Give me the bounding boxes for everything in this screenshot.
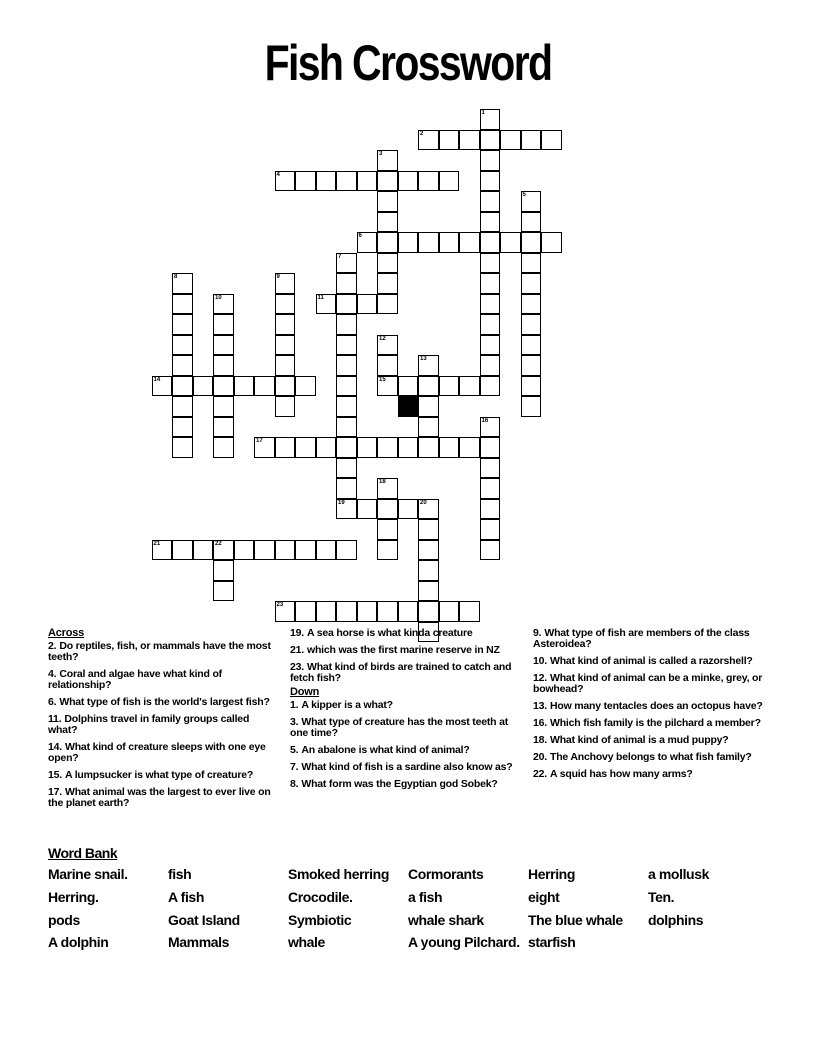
crossword-cell[interactable] (521, 232, 542, 253)
clue-number: 1 (481, 110, 485, 116)
clue-number: 9 (276, 274, 280, 280)
clue-number: 3 (379, 151, 383, 157)
crossword-cell[interactable] (521, 396, 542, 417)
crossword-cell[interactable] (336, 499, 357, 520)
crossword-cell[interactable] (336, 458, 357, 479)
crossword-cell[interactable] (377, 519, 398, 540)
crossword-cell[interactable] (336, 294, 357, 315)
clue-down-7 (290, 762, 515, 773)
clue-text: A sea horse is what kinda creature (307, 627, 473, 639)
crossword-cell[interactable] (418, 355, 439, 376)
clue-text: A lumpsucker is what type of creature? (65, 769, 254, 781)
crossword-cell[interactable] (459, 130, 480, 151)
crossword-cell[interactable] (480, 294, 501, 315)
clue-number-label: 15. (48, 769, 62, 781)
clue-number: 17 (256, 438, 263, 444)
crossword-cell[interactable] (418, 417, 439, 438)
crossword-cell[interactable] (480, 109, 501, 130)
crossword-cell[interactable] (398, 171, 419, 192)
clue-number-label: 7. (290, 761, 299, 773)
clue-across-2 (48, 641, 278, 663)
clue-number: 21 (153, 540, 161, 547)
clue-number-label: 5. (290, 744, 299, 756)
crossword-cell[interactable] (439, 376, 460, 397)
crossword-cell[interactable] (480, 355, 501, 376)
clue-across-21 (290, 645, 515, 656)
clue-number-label: 17. (48, 786, 62, 798)
crossword-cell[interactable] (418, 171, 439, 192)
clue-down-20 (533, 752, 763, 763)
word-bank-item: A fish (168, 889, 204, 905)
clue-number-label: 10. (533, 655, 547, 667)
crossword-cell[interactable] (336, 273, 357, 294)
crossword-cell[interactable] (357, 232, 378, 253)
clue-number: 20 (420, 499, 427, 506)
crossword-cell[interactable] (275, 437, 296, 458)
crossword-cell[interactable] (418, 560, 439, 581)
crossword-cell[interactable] (418, 601, 439, 622)
crossword-cell[interactable] (398, 232, 419, 253)
crossword-cell[interactable] (459, 232, 480, 253)
crossword-cell[interactable] (336, 253, 357, 274)
crossword-cell[interactable] (336, 540, 357, 561)
crossword-cell[interactable] (234, 540, 255, 561)
crossword-cell[interactable] (398, 499, 419, 520)
clue-number-label: 23. (290, 661, 304, 673)
crossword-cell[interactable] (459, 601, 480, 622)
word-bank-item: Marine snail. (48, 866, 128, 882)
crossword-cell[interactable] (213, 355, 234, 376)
crossword-cell[interactable] (459, 376, 480, 397)
crossword-cell[interactable] (254, 376, 275, 397)
crossword-cell[interactable] (377, 273, 398, 294)
clue-number-label: 20. (533, 751, 547, 763)
word-bank-item: A young Pilchard. (408, 934, 520, 950)
crossword-cell[interactable] (316, 437, 337, 458)
clue-number: 15 (379, 376, 386, 383)
crossword-cell[interactable] (377, 212, 398, 233)
crossword-cell[interactable] (316, 294, 337, 315)
word-bank-item: Mammals (168, 934, 230, 950)
word-bank-item: Herring. (48, 889, 99, 905)
crossword-cell[interactable] (480, 130, 501, 151)
crossword-cell[interactable] (316, 540, 337, 561)
clue-number: 7 (338, 253, 342, 260)
clue-number-label: 22. (533, 768, 547, 780)
crossword-cell[interactable] (377, 478, 398, 499)
clue-text: What kind of birds are trained to catch and fetch fish? (290, 661, 512, 684)
crossword-cell[interactable] (172, 273, 193, 294)
clue-number-label: 1. (290, 699, 299, 711)
word-bank-item: a fish (408, 889, 443, 905)
crossword-cell[interactable] (377, 253, 398, 274)
crossword-cell[interactable] (275, 376, 296, 397)
crossword-cell[interactable] (193, 376, 214, 397)
crossword-cell[interactable] (213, 417, 234, 438)
crossword-cell[interactable] (398, 437, 419, 458)
word-bank-item: Cormorants (408, 866, 484, 882)
crossword-cell[interactable] (275, 540, 296, 561)
crossword-cell[interactable] (521, 355, 542, 376)
crossword-cell[interactable] (172, 540, 193, 561)
crossword-cell[interactable] (521, 314, 542, 335)
crossword-cell[interactable] (172, 355, 193, 376)
crossword-cell[interactable] (480, 335, 501, 356)
clue-number: 2 (420, 130, 424, 137)
crossword-cell[interactable] (172, 396, 193, 417)
crossword-cell[interactable] (254, 437, 275, 458)
crossword-cell[interactable] (152, 376, 173, 397)
clue-text: A squid has how many arms? (550, 768, 693, 780)
down-heading: Down (290, 686, 320, 698)
crossword-cell[interactable] (213, 437, 234, 458)
clue-text: Coral and algae have what kind of relationship? (48, 668, 222, 691)
crossword-cell[interactable] (418, 519, 439, 540)
clue-number: 22 (215, 540, 222, 547)
crossword-cell[interactable] (152, 540, 173, 561)
crossword-cell[interactable] (480, 253, 501, 274)
crossword-cell[interactable] (295, 376, 316, 397)
clue-down-16 (533, 718, 763, 729)
crossword-cell[interactable] (521, 191, 542, 212)
crossword-cell[interactable] (336, 335, 357, 356)
crossword-cell[interactable] (377, 540, 398, 561)
crossword-cell[interactable] (172, 314, 193, 335)
clue-across-23 (290, 662, 515, 684)
clue-text: What form was the Egyptian god Sobek? (301, 778, 498, 790)
crossword-cell[interactable] (480, 314, 501, 335)
word-bank-item: A dolphin (48, 934, 109, 950)
across-heading: Across (48, 627, 85, 639)
crossword-cell[interactable] (172, 376, 193, 397)
crossword-cell[interactable] (254, 540, 275, 561)
clue-text: The Anchovy belongs to what fish family? (550, 751, 752, 763)
crossword-cell[interactable] (357, 294, 378, 315)
clue-down-9 (533, 628, 763, 650)
clue-across-4 (48, 669, 278, 691)
crossword-cell[interactable] (521, 335, 542, 356)
crossword-cell[interactable] (418, 581, 439, 602)
word-bank-item: dolphins (648, 912, 704, 928)
crossword-cell[interactable] (377, 355, 398, 376)
clue-text: which was the first marine reserve in NZ (307, 644, 500, 656)
crossword-cell[interactable] (377, 601, 398, 622)
crossword-cell[interactable] (480, 150, 501, 171)
crossword-cell[interactable] (480, 376, 501, 397)
clue-number-label: 3. (290, 716, 299, 728)
clue-text: What type of fish are members of the class Asteroidea? (533, 627, 750, 650)
clues-column-1 (48, 628, 278, 815)
crossword-cell[interactable] (459, 437, 480, 458)
clue-number: 4 (276, 171, 280, 178)
crossword-cell[interactable] (213, 376, 234, 397)
crossword-cell[interactable] (480, 458, 501, 479)
clue-text: What kind of animal is a mud puppy? (550, 734, 729, 746)
clue-across-19 (290, 628, 515, 639)
crossword-cell[interactable] (480, 540, 501, 561)
clues-column-3 (533, 628, 763, 786)
clue-down-3 (290, 717, 515, 739)
crossword-cell[interactable] (275, 273, 296, 294)
clue-down-8 (290, 779, 515, 790)
clue-text: What type of creature has the most teeth at one time? (290, 716, 509, 739)
word-bank-item: Ten. (648, 889, 675, 905)
crossword-cell[interactable] (480, 273, 501, 294)
crossword-cell[interactable] (480, 212, 501, 233)
clue-down-13 (533, 701, 763, 712)
crossword-cell[interactable] (377, 335, 398, 356)
word-bank-item: pods (48, 912, 80, 928)
clue-across-11 (48, 714, 278, 736)
crossword-cell[interactable] (439, 232, 460, 253)
clue-text: A kipper is a what? (301, 699, 393, 711)
word-bank-item: whale shark (408, 912, 484, 928)
crossword-cell[interactable] (336, 355, 357, 376)
crossword-cell[interactable] (521, 273, 542, 294)
crossword-cell[interactable] (295, 540, 316, 561)
crossword-cell[interactable] (418, 376, 439, 397)
crossword-cell[interactable] (275, 314, 296, 335)
clue-down-10 (533, 656, 763, 667)
clue-text: What type of fish is the world's largest fish? (59, 696, 270, 708)
black-cell (398, 396, 419, 417)
clue-number-label: 14. (48, 741, 62, 753)
crossword-cell[interactable] (377, 232, 398, 253)
crossword-cell[interactable] (480, 171, 501, 192)
clue-number: 6 (358, 233, 362, 239)
clue-number-label: 16. (533, 717, 547, 729)
clue-text: Do reptiles, fish, or mammals have the most teeth? (48, 640, 271, 663)
crossword-cell[interactable] (377, 499, 398, 520)
crossword-cell[interactable] (275, 294, 296, 315)
crossword-cell[interactable] (213, 581, 234, 602)
crossword-cell[interactable] (439, 437, 460, 458)
clue-across-6 (48, 697, 278, 708)
crossword-cell[interactable] (275, 396, 296, 417)
crossword-cell[interactable] (357, 601, 378, 622)
crossword-cell[interactable] (500, 232, 521, 253)
crossword-cell[interactable] (336, 314, 357, 335)
crossword-cell[interactable] (377, 171, 398, 192)
clue-number: 14 (153, 376, 161, 383)
clue-number-label: 18. (533, 734, 547, 746)
crossword-cell[interactable] (439, 130, 460, 151)
crossword-cell[interactable] (336, 417, 357, 438)
crossword-cell[interactable] (418, 540, 439, 561)
clue-text: Which fish family is the pilchard a member? (550, 717, 761, 729)
clue-down-18 (533, 735, 763, 746)
crossword-cell[interactable] (295, 171, 316, 192)
clue-down-5 (290, 745, 515, 756)
crossword-cell[interactable] (172, 437, 193, 458)
page-title: Fish Crossword (264, 35, 552, 91)
word-bank-item: whale (288, 934, 325, 950)
crossword-cell[interactable] (521, 294, 542, 315)
crossword-cell[interactable] (172, 335, 193, 356)
crossword-cell[interactable] (439, 601, 460, 622)
crossword-cell[interactable] (275, 601, 296, 622)
clue-number: 8 (174, 274, 178, 280)
clue-down-22 (533, 769, 763, 780)
clue-text: An abalone is what kind of animal? (301, 744, 470, 756)
crossword-cell[interactable] (336, 171, 357, 192)
clue-number: 23 (276, 602, 284, 608)
word-bank-item: The blue whale (528, 912, 623, 928)
crossword-cell[interactable] (213, 294, 234, 315)
word-bank-item: starfish (528, 934, 576, 950)
crossword-cell[interactable] (480, 437, 501, 458)
crossword-cell[interactable] (336, 376, 357, 397)
crossword-cell[interactable] (336, 437, 357, 458)
word-bank-item: Smoked herring (288, 866, 389, 882)
crossword-cell[interactable] (480, 478, 501, 499)
crossword-cell[interactable] (316, 171, 337, 192)
crossword-cell[interactable] (213, 540, 234, 561)
crossword-cell[interactable] (172, 294, 193, 315)
crossword-cell[interactable] (377, 437, 398, 458)
crossword-cell[interactable] (336, 396, 357, 417)
clue-text: What kind of creature sleeps with one eye open? (48, 741, 266, 764)
crossword-cell[interactable] (295, 437, 316, 458)
crossword-cell[interactable] (377, 376, 398, 397)
clue-text: Dolphins travel in family groups called what? (48, 713, 250, 736)
crossword-cell[interactable] (275, 355, 296, 376)
word-bank-item: fish (168, 866, 192, 882)
crossword-cell[interactable] (480, 519, 501, 540)
clue-across-15 (48, 770, 278, 781)
crossword-cell[interactable] (377, 191, 398, 212)
word-bank-item: Goat Island (168, 912, 240, 928)
clue-number: 13 (420, 356, 427, 362)
crossword-cell[interactable] (275, 171, 296, 192)
crossword-cell[interactable] (480, 499, 501, 520)
clue-text: What kind of animal can be a minke, grey, or bowhead? (533, 672, 763, 695)
crossword-cell[interactable] (418, 130, 439, 151)
word-bank-item: Herring (528, 866, 575, 882)
crossword-cell[interactable] (418, 499, 439, 520)
clue-number-label: 9. (533, 627, 542, 639)
crossword-cell[interactable] (521, 376, 542, 397)
crossword-cell[interactable] (418, 396, 439, 417)
crossword-cell[interactable] (398, 601, 419, 622)
crossword-cell[interactable] (213, 314, 234, 335)
clue-number-label: 19. (290, 627, 304, 639)
word-bank-item: eight (528, 889, 560, 905)
clue-number-label: 21. (290, 644, 304, 656)
crossword-cell[interactable] (541, 130, 562, 151)
crossword-cell[interactable] (521, 253, 542, 274)
crossword-cell[interactable] (480, 417, 501, 438)
crossword-cell[interactable] (213, 560, 234, 581)
crossword-cell[interactable] (480, 232, 501, 253)
clue-text: What kind of animal is called a razorshell? (550, 655, 753, 667)
word-bank-title: Word Bank (48, 845, 118, 861)
clue-number: 5 (522, 192, 526, 198)
word-bank-item: Symbiotic (288, 912, 352, 928)
crossword-cell[interactable] (377, 150, 398, 171)
clue-text: What animal was the largest to ever live on the planet earth? (48, 786, 271, 809)
clue-number-label: 4. (48, 668, 57, 680)
clues-column-2 (290, 628, 515, 796)
clue-number: 11 (317, 294, 324, 301)
crossword-cell[interactable] (213, 396, 234, 417)
clue-down-1 (290, 700, 515, 711)
clue-number-label: 11. (48, 713, 62, 725)
crossword-cell[interactable] (500, 130, 521, 151)
crossword-cell[interactable] (418, 437, 439, 458)
clue-text: How many tentacles does an octopus have? (550, 700, 763, 712)
clue-number: 10 (215, 294, 222, 301)
crossword-cell[interactable] (541, 232, 562, 253)
clue-text: What kind of fish is a sardine also know as? (301, 761, 513, 773)
crossword-cell[interactable] (275, 335, 296, 356)
crossword-cell[interactable] (398, 376, 419, 397)
crossword-cell[interactable] (316, 601, 337, 622)
crossword-cell[interactable] (193, 540, 214, 561)
clue-number: 19 (338, 499, 345, 506)
crossword-cell[interactable] (336, 601, 357, 622)
clue-number-label: 2. (48, 640, 57, 652)
clue-number-label: 12. (533, 672, 547, 684)
crossword-cell[interactable] (377, 294, 398, 315)
crossword-cell[interactable] (521, 212, 542, 233)
clue-number: 12 (379, 335, 386, 342)
crossword-cell[interactable] (295, 601, 316, 622)
crossword-cell[interactable] (480, 191, 501, 212)
crossword-cell[interactable] (234, 376, 255, 397)
crossword-cell[interactable] (213, 335, 234, 356)
word-bank-item: Crocodile. (288, 889, 353, 905)
clue-number-label: 13. (533, 700, 547, 712)
clue-number: 18 (379, 479, 386, 485)
crossword-cell[interactable] (357, 171, 378, 192)
crossword-cell[interactable] (357, 437, 378, 458)
crossword-cell[interactable] (336, 478, 357, 499)
clue-across-17 (48, 787, 278, 809)
clue-number: 16 (481, 417, 489, 424)
crossword-cell[interactable] (172, 417, 193, 438)
crossword-cell[interactable] (357, 499, 378, 520)
crossword-cell[interactable] (521, 130, 542, 151)
clue-down-12 (533, 673, 763, 695)
clue-across-14 (48, 742, 278, 764)
crossword-cell[interactable] (418, 232, 439, 253)
clue-number-label: 8. (290, 778, 299, 790)
clue-number-label: 6. (48, 696, 57, 708)
crossword-cell[interactable] (439, 171, 460, 192)
word-bank-item: a mollusk (648, 866, 709, 882)
